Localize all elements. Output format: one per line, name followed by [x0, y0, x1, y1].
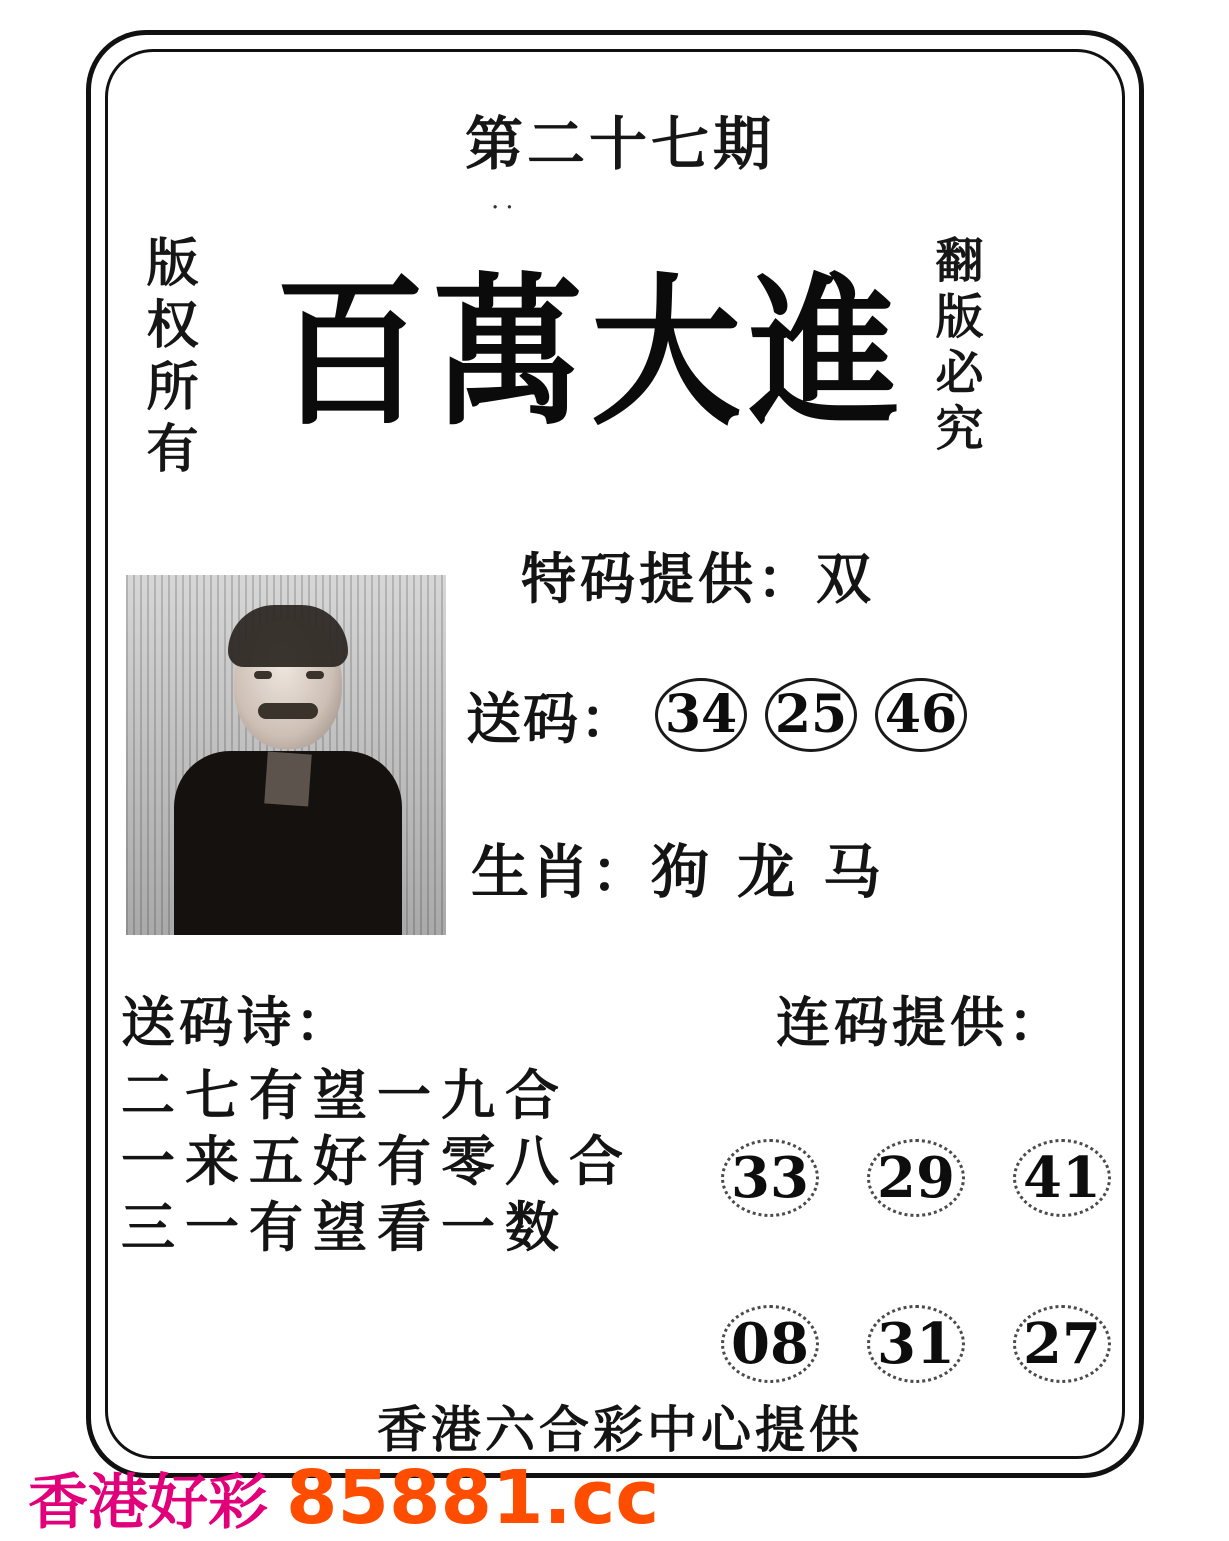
lianma-ball: 31	[867, 1305, 965, 1383]
portrait-collar	[264, 752, 312, 807]
special-code-label: 特码提供：	[521, 546, 817, 611]
zodiac-animal: 狗	[651, 838, 712, 906]
watermark-url: 85881.cc	[286, 1455, 660, 1541]
lianma-row-2	[721, 1305, 1111, 1383]
lianma-ball: 08	[721, 1305, 819, 1383]
lianma-block	[721, 980, 1121, 1383]
page-title: 百萬大進	[274, 257, 907, 448]
lianma-ball: 27	[1013, 1305, 1111, 1383]
portrait-photo	[126, 575, 446, 935]
decorative-dots: ..	[491, 185, 520, 215]
portrait-moustache	[258, 703, 318, 719]
watermark-text: 香港好彩	[28, 1468, 268, 1538]
special-code-line	[521, 535, 875, 614]
lianma-ball: 41	[1013, 1139, 1111, 1217]
lianma-ball: 33	[721, 1139, 819, 1217]
portrait-eye-right	[306, 671, 324, 679]
lianma-title: 连码提供：	[776, 990, 1066, 1054]
poem-title: 送码诗：	[121, 990, 353, 1054]
zodiac-animal: 马	[823, 838, 884, 906]
issue-number: 第二十七期	[464, 110, 775, 178]
poem-line: 三一有望看一数	[121, 1194, 569, 1259]
special-code-value: 双	[816, 546, 876, 611]
copyright-notice-right: 翻版必究	[927, 235, 983, 459]
poem-line: 二七有望一九合	[121, 1063, 569, 1127]
poster-card	[86, 30, 1144, 1478]
zodiac-label: 生肖：	[471, 838, 652, 906]
lianma-row-1	[721, 1139, 1111, 1217]
poem-line: 一来五好有零八合	[121, 1128, 633, 1193]
portrait-eye-left	[254, 671, 272, 679]
footer-source: 香港六合彩中心提供	[377, 1400, 863, 1459]
zodiac-animal: 龙	[737, 838, 798, 906]
send-code-row	[466, 675, 967, 754]
send-code-ball: 34	[655, 678, 747, 752]
send-code-label: 送码：	[466, 686, 638, 751]
send-code-ball: 46	[875, 678, 967, 752]
poem-block	[121, 980, 641, 1261]
send-code-ball: 25	[765, 678, 857, 752]
zodiac-row	[471, 825, 909, 909]
copyright-notice-left: 版权所有	[137, 235, 198, 483]
portrait-hair	[228, 605, 348, 667]
watermark	[28, 1455, 659, 1541]
lianma-ball: 29	[867, 1139, 965, 1217]
